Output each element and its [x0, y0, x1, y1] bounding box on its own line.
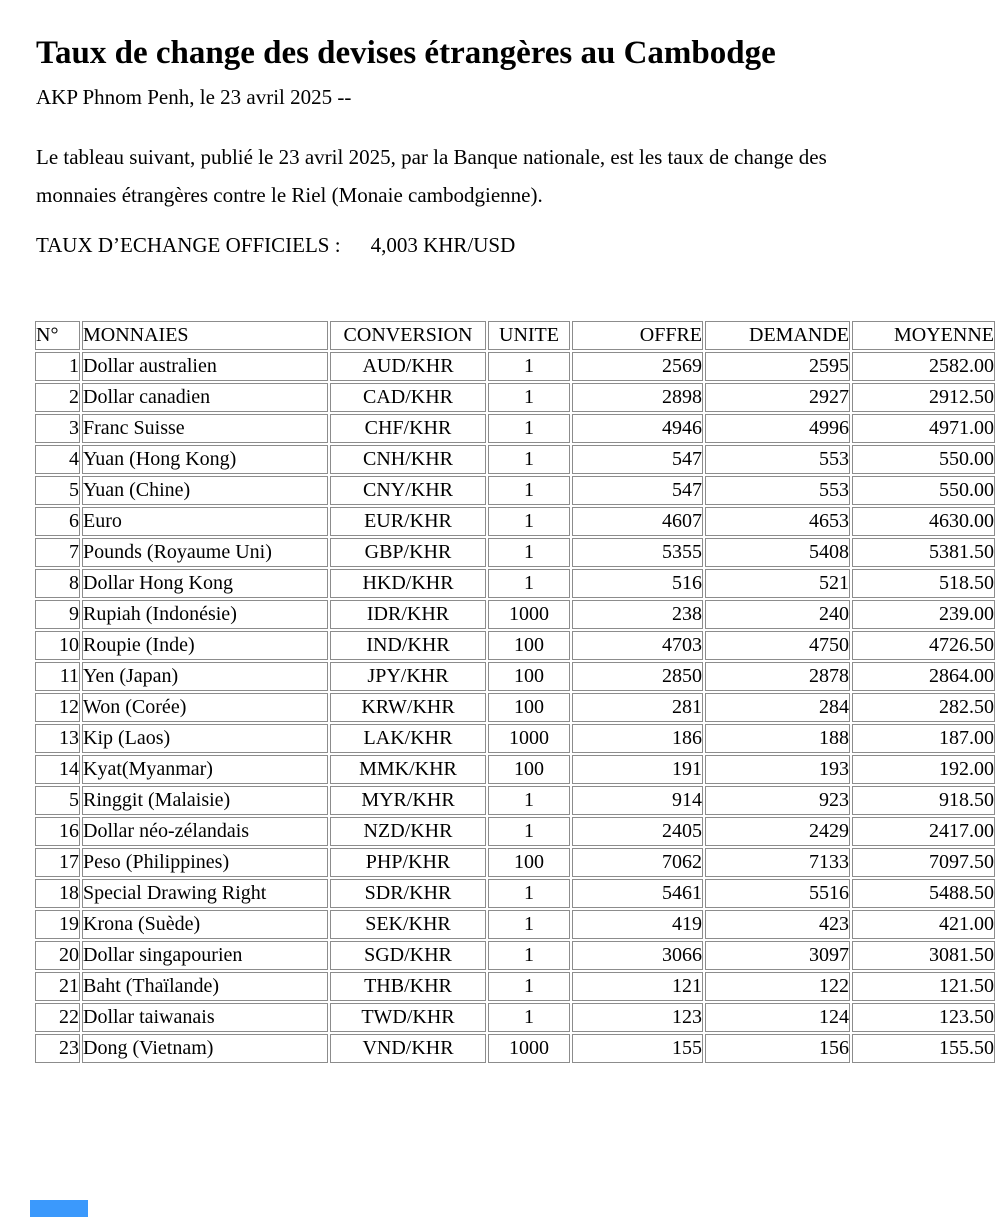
cell-col-5: 124 — [705, 1003, 850, 1032]
exchange-rates-table — [33, 319, 997, 1065]
cell-col-2: EUR/KHR — [330, 507, 486, 536]
cell-col-2: CAD/KHR — [330, 383, 486, 412]
table-row — [35, 848, 995, 877]
cell-col-3: 1 — [488, 352, 570, 381]
cell-col-6: 121.50 — [852, 972, 995, 1001]
table-row — [35, 569, 995, 598]
cell-col-6: 155.50 — [852, 1034, 995, 1063]
cell-col-5: 553 — [705, 476, 850, 505]
cell-col-4: 4607 — [572, 507, 703, 536]
table-row — [35, 1034, 995, 1063]
cell-col-1: Kip (Laos) — [82, 724, 328, 753]
cell-col-0: 19 — [35, 910, 80, 939]
cell-col-4: 2569 — [572, 352, 703, 381]
column-header-2: CONVERSION — [330, 321, 486, 350]
cell-col-0: 16 — [35, 817, 80, 846]
cell-col-1: Baht (Thaïlande) — [82, 972, 328, 1001]
page-title: Taux de change des devises étrangères au Cambodge — [36, 35, 776, 72]
cell-col-2: NZD/KHR — [330, 817, 486, 846]
cell-col-1: Krona (Suède) — [82, 910, 328, 939]
cell-col-2: PHP/KHR — [330, 848, 486, 877]
cell-col-1: Pounds (Royaume Uni) — [82, 538, 328, 567]
cell-col-1: Dollar néo-zélandais — [82, 817, 328, 846]
cell-col-0: 7 — [35, 538, 80, 567]
cell-col-2: CHF/KHR — [330, 414, 486, 443]
cell-col-0: 22 — [35, 1003, 80, 1032]
cell-col-6: 550.00 — [852, 445, 995, 474]
table-row — [35, 817, 995, 846]
table-row — [35, 786, 995, 815]
table-row — [35, 600, 995, 629]
cell-col-1: Peso (Philippines) — [82, 848, 328, 877]
cell-col-3: 100 — [488, 662, 570, 691]
cell-col-3: 100 — [488, 848, 570, 877]
cell-col-0: 13 — [35, 724, 80, 753]
cell-col-1: Kyat(Myanmar) — [82, 755, 328, 784]
cell-col-6: 4630.00 — [852, 507, 995, 536]
cell-col-6: 5488.50 — [852, 879, 995, 908]
table-header-row — [35, 321, 995, 350]
table-row — [35, 631, 995, 660]
cell-col-5: 4750 — [705, 631, 850, 660]
cell-col-4: 547 — [572, 476, 703, 505]
dateline: AKP Phnom Penh, le 23 avril 2025 -- — [36, 85, 352, 109]
cell-col-5: 156 — [705, 1034, 850, 1063]
cell-col-1: Dong (Vietnam) — [82, 1034, 328, 1063]
cell-col-6: 3081.50 — [852, 941, 995, 970]
cell-col-2: VND/KHR — [330, 1034, 486, 1063]
cell-col-3: 1000 — [488, 600, 570, 629]
cell-col-5: 553 — [705, 445, 850, 474]
cell-col-1: Yuan (Chine) — [82, 476, 328, 505]
cell-col-4: 3066 — [572, 941, 703, 970]
cell-col-6: 421.00 — [852, 910, 995, 939]
cell-col-2: LAK/KHR — [330, 724, 486, 753]
intro-paragraph — [36, 138, 827, 214]
cell-col-5: 193 — [705, 755, 850, 784]
cell-col-1: Dollar australien — [82, 352, 328, 381]
cell-col-3: 1 — [488, 383, 570, 412]
cell-col-2: SGD/KHR — [330, 941, 486, 970]
cell-col-4: 186 — [572, 724, 703, 753]
cell-col-4: 281 — [572, 693, 703, 722]
cell-col-4: 2898 — [572, 383, 703, 412]
cell-col-5: 2878 — [705, 662, 850, 691]
official-rate-line — [36, 233, 515, 258]
cell-col-3: 1 — [488, 1003, 570, 1032]
cell-col-1: Rupiah (Indonésie) — [82, 600, 328, 629]
cell-col-0: 9 — [35, 600, 80, 629]
cell-col-2: THB/KHR — [330, 972, 486, 1001]
cell-col-2: MMK/KHR — [330, 755, 486, 784]
cell-col-1: Franc Suisse — [82, 414, 328, 443]
cell-col-6: 550.00 — [852, 476, 995, 505]
cell-col-4: 914 — [572, 786, 703, 815]
cell-col-2: CNY/KHR — [330, 476, 486, 505]
column-header-3: UNITE — [488, 321, 570, 350]
cell-col-3: 100 — [488, 693, 570, 722]
cell-col-1: Dollar singapourien — [82, 941, 328, 970]
cell-col-2: JPY/KHR — [330, 662, 486, 691]
cell-col-5: 521 — [705, 569, 850, 598]
cell-col-3: 100 — [488, 755, 570, 784]
cell-col-5: 284 — [705, 693, 850, 722]
table-row — [35, 383, 995, 412]
cell-col-5: 4996 — [705, 414, 850, 443]
cell-col-6: 2864.00 — [852, 662, 995, 691]
cell-col-5: 3097 — [705, 941, 850, 970]
column-header-4: OFFRE — [572, 321, 703, 350]
cell-col-5: 423 — [705, 910, 850, 939]
table-row — [35, 941, 995, 970]
cell-col-3: 1 — [488, 507, 570, 536]
cell-col-1: Dollar canadien — [82, 383, 328, 412]
cell-col-4: 7062 — [572, 848, 703, 877]
cell-col-6: 282.50 — [852, 693, 995, 722]
official-rate-label: TAUX D’ECHANGE OFFICIELS : — [36, 233, 341, 257]
cell-col-5: 2927 — [705, 383, 850, 412]
cell-col-2: IND/KHR — [330, 631, 486, 660]
cell-col-2: IDR/KHR — [330, 600, 486, 629]
cell-col-3: 1 — [488, 786, 570, 815]
rates-table-body — [35, 352, 995, 1063]
cell-col-6: 5381.50 — [852, 538, 995, 567]
cell-col-6: 4971.00 — [852, 414, 995, 443]
table-row — [35, 538, 995, 567]
cell-col-0: 17 — [35, 848, 80, 877]
cell-col-5: 4653 — [705, 507, 850, 536]
cell-col-1: Yen (Japan) — [82, 662, 328, 691]
cell-col-3: 1 — [488, 569, 570, 598]
table-row — [35, 693, 995, 722]
cell-col-1: Roupie (Inde) — [82, 631, 328, 660]
cell-col-4: 191 — [572, 755, 703, 784]
cell-col-2: MYR/KHR — [330, 786, 486, 815]
cell-col-4: 155 — [572, 1034, 703, 1063]
cell-col-0: 5 — [35, 786, 80, 815]
cell-col-5: 122 — [705, 972, 850, 1001]
cell-col-3: 1 — [488, 941, 570, 970]
cell-col-2: CNH/KHR — [330, 445, 486, 474]
cell-col-0: 2 — [35, 383, 80, 412]
cell-col-1: Won (Corée) — [82, 693, 328, 722]
cell-col-0: 4 — [35, 445, 80, 474]
cell-col-5: 188 — [705, 724, 850, 753]
cell-col-0: 8 — [35, 569, 80, 598]
table-row — [35, 445, 995, 474]
cell-col-4: 5355 — [572, 538, 703, 567]
cell-col-3: 1 — [488, 817, 570, 846]
cell-col-2: SEK/KHR — [330, 910, 486, 939]
cell-col-3: 1000 — [488, 1034, 570, 1063]
cell-col-4: 238 — [572, 600, 703, 629]
table-row — [35, 910, 995, 939]
intro-line-1: Le tableau suivant, publié le 23 avril 2025, par la Banque nationale, est les taux de change des — [36, 145, 827, 169]
cell-col-0: 18 — [35, 879, 80, 908]
table-row — [35, 1003, 995, 1032]
cell-col-6: 187.00 — [852, 724, 995, 753]
cell-col-5: 240 — [705, 600, 850, 629]
cell-col-5: 5516 — [705, 879, 850, 908]
cell-col-1: Dollar taiwanais — [82, 1003, 328, 1032]
table-row — [35, 662, 995, 691]
cell-col-0: 5 — [35, 476, 80, 505]
cell-col-1: Dollar Hong Kong — [82, 569, 328, 598]
cell-col-1: Euro — [82, 507, 328, 536]
column-header-5: DEMANDE — [705, 321, 850, 350]
cell-col-2: GBP/KHR — [330, 538, 486, 567]
table-row — [35, 972, 995, 1001]
cell-col-4: 419 — [572, 910, 703, 939]
table-row — [35, 724, 995, 753]
cell-col-0: 1 — [35, 352, 80, 381]
table-row — [35, 352, 995, 381]
cell-col-3: 1 — [488, 910, 570, 939]
cell-col-0: 11 — [35, 662, 80, 691]
cell-col-0: 10 — [35, 631, 80, 660]
column-header-6: MOYENNE — [852, 321, 995, 350]
cell-col-0: 23 — [35, 1034, 80, 1063]
cell-col-5: 5408 — [705, 538, 850, 567]
table-row — [35, 414, 995, 443]
cell-col-1: Yuan (Hong Kong) — [82, 445, 328, 474]
cell-col-5: 2595 — [705, 352, 850, 381]
cell-col-6: 918.50 — [852, 786, 995, 815]
cell-col-5: 7133 — [705, 848, 850, 877]
cell-col-6: 2582.00 — [852, 352, 995, 381]
selection-artifact — [30, 1200, 88, 1217]
cell-col-4: 2405 — [572, 817, 703, 846]
cell-col-6: 2912.50 — [852, 383, 995, 412]
cell-col-4: 4946 — [572, 414, 703, 443]
cell-col-3: 1 — [488, 476, 570, 505]
cell-col-5: 923 — [705, 786, 850, 815]
cell-col-0: 14 — [35, 755, 80, 784]
intro-line-2: monnaies étrangères contre le Riel (Monaie cambodgienne). — [36, 183, 543, 207]
cell-col-3: 1000 — [488, 724, 570, 753]
cell-col-6: 4726.50 — [852, 631, 995, 660]
cell-col-3: 100 — [488, 631, 570, 660]
column-header-0: N° — [35, 321, 80, 350]
cell-col-6: 239.00 — [852, 600, 995, 629]
cell-col-4: 123 — [572, 1003, 703, 1032]
cell-col-4: 547 — [572, 445, 703, 474]
cell-col-2: TWD/KHR — [330, 1003, 486, 1032]
cell-col-3: 1 — [488, 414, 570, 443]
cell-col-6: 7097.50 — [852, 848, 995, 877]
cell-col-6: 518.50 — [852, 569, 995, 598]
official-rate-value: 4,003 KHR/USD — [370, 233, 516, 257]
table-row — [35, 507, 995, 536]
cell-col-1: Ringgit (Malaisie) — [82, 786, 328, 815]
cell-col-6: 192.00 — [852, 755, 995, 784]
cell-col-2: HKD/KHR — [330, 569, 486, 598]
cell-col-1: Special Drawing Right — [82, 879, 328, 908]
cell-col-5: 2429 — [705, 817, 850, 846]
cell-col-6: 123.50 — [852, 1003, 995, 1032]
cell-col-6: 2417.00 — [852, 817, 995, 846]
cell-col-0: 21 — [35, 972, 80, 1001]
cell-col-4: 516 — [572, 569, 703, 598]
table-row — [35, 755, 995, 784]
cell-col-2: AUD/KHR — [330, 352, 486, 381]
cell-col-3: 1 — [488, 879, 570, 908]
cell-col-0: 3 — [35, 414, 80, 443]
table-row — [35, 476, 995, 505]
table-row — [35, 879, 995, 908]
cell-col-3: 1 — [488, 445, 570, 474]
cell-col-4: 4703 — [572, 631, 703, 660]
cell-col-2: KRW/KHR — [330, 693, 486, 722]
cell-col-2: SDR/KHR — [330, 879, 486, 908]
cell-col-4: 2850 — [572, 662, 703, 691]
cell-col-0: 12 — [35, 693, 80, 722]
cell-col-4: 121 — [572, 972, 703, 1001]
cell-col-3: 1 — [488, 538, 570, 567]
cell-col-0: 20 — [35, 941, 80, 970]
cell-col-3: 1 — [488, 972, 570, 1001]
column-header-1: MONNAIES — [82, 321, 328, 350]
cell-col-0: 6 — [35, 507, 80, 536]
cell-col-4: 5461 — [572, 879, 703, 908]
